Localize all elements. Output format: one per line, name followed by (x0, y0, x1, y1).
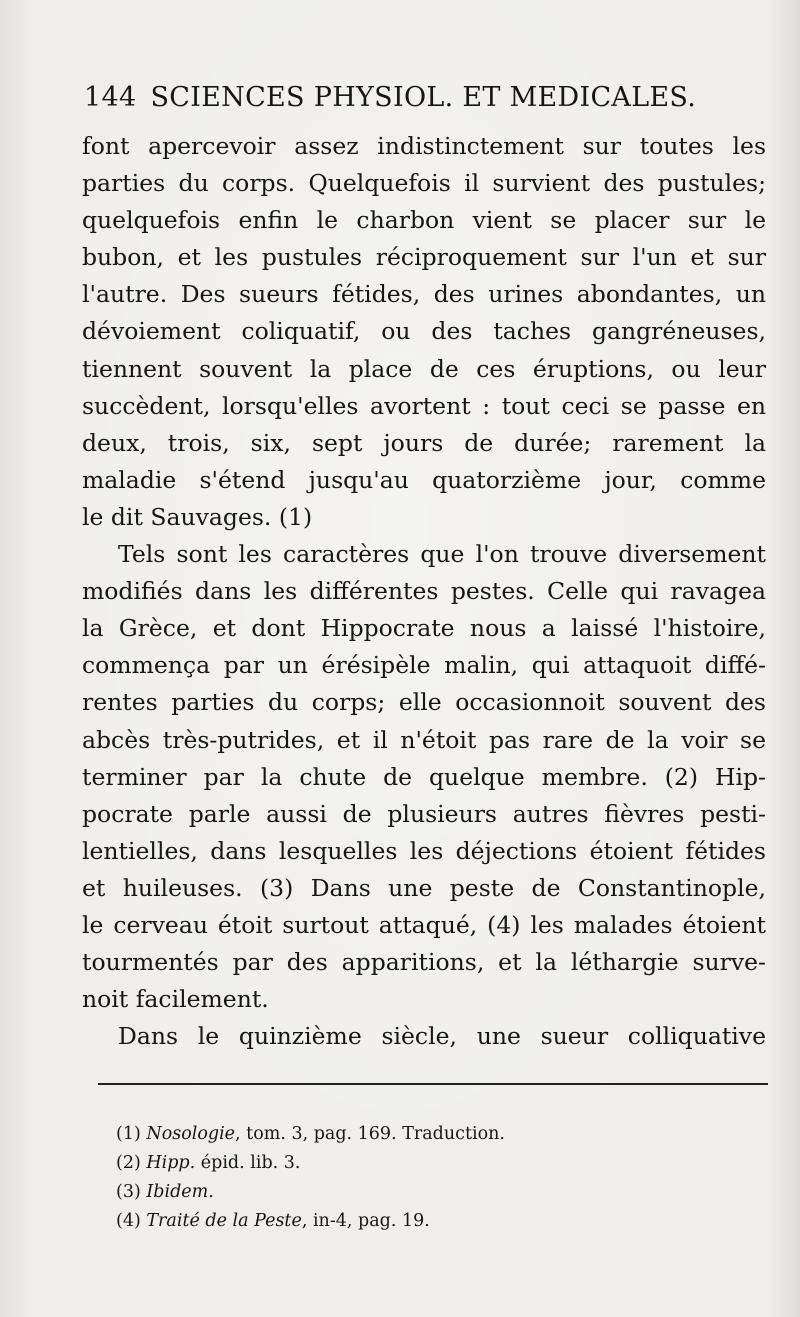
text-line: le cerveau étoit surtout attaqué, (4) les malades étoient (82, 910, 766, 939)
footnote (116, 1149, 716, 1178)
running-title: SCIENCES PHYSIOL. ET MEDICALES. (150, 82, 697, 113)
body-text (82, 128, 766, 1055)
text-line: noit facilement. (82, 985, 269, 1014)
text-line: tourmentés par des apparitions, et la léthargie surve- (82, 948, 766, 977)
text-line: abcès très-putrides, et il n'étoit pas rare de la voir se (82, 725, 766, 754)
text-line: succèdent, lorsqu'elles avortent : tout ceci se passe en (82, 391, 766, 420)
footnote-marker: (3) (116, 1182, 141, 1202)
footnote-marker: (2) (116, 1153, 141, 1173)
footnote-reference: Nosologie (146, 1124, 236, 1144)
text-line: l'autre. Des sueurs fétides, des urines abondantes, un (82, 280, 766, 309)
text-line: dévoiement coliquatif, ou des taches gangréneuses, (82, 317, 766, 346)
text-line: terminer par la chute de quelque membre. (2) Hip- (82, 762, 766, 791)
text-line: bubon, et les pustules réciproquement sur l'un et sur (82, 243, 766, 272)
running-header (84, 82, 724, 113)
footnote-text: , in-4, pag. 19. (301, 1211, 430, 1231)
text-line: parties du corps. Quelquefois il survient des pustules; (82, 169, 766, 198)
text-line: la Grèce, et dont Hippocrate nous a laissé l'histoire, (82, 614, 766, 643)
text-line: font apercevoir assez indistinctement sur toutes les (82, 132, 766, 160)
footnotes (116, 1120, 716, 1236)
text-line: le dit Sauvages. (1) (82, 502, 313, 531)
text-line: tiennent souvent la place de ces éruptions, ou leur (82, 354, 766, 383)
footnote-reference: Hipp. (146, 1153, 196, 1173)
text-line: commença par un érésipèle malin, qui attaquoit diffé- (82, 651, 766, 680)
page-number: 144 (84, 82, 137, 113)
footnote-reference: Traité de la Peste (146, 1211, 302, 1231)
text-line: et huileuses. (3) Dans une peste de Constantinople, (82, 873, 766, 902)
footnote (116, 1120, 716, 1149)
footnote-divider (98, 1083, 768, 1085)
text-line: rentes parties du corps; elle occasionnoit souvent des (82, 688, 766, 717)
footnote-marker: (4) (116, 1211, 141, 1231)
text-line: quelquefois enfin le charbon vient se placer sur le (82, 206, 766, 235)
footnote (116, 1178, 716, 1207)
text-line: lentielles, dans lesquelles les déjections étoient fétides (82, 836, 766, 865)
paragraph-start-line: Tels sont les caractères que l'on trouve diversement (118, 540, 766, 569)
text-line: maladie s'étend jusqu'au quatorzième jour, comme (82, 465, 766, 494)
footnote-reference: Ibidem. (146, 1182, 214, 1202)
text-line: deux, trois, six, sept jours de durée; rarement la (82, 428, 766, 457)
text-line: pocrate parle aussi de plusieurs autres fièvres pesti- (82, 799, 766, 828)
text-line: modifiés dans les différentes pestes. Celle qui ravagea (82, 577, 766, 606)
footnote-text: épid. lib. 3. (195, 1153, 301, 1173)
paragraph-start-line: Dans le quinzième siècle, une sueur colliquative (118, 1022, 766, 1051)
footnote-text: , tom. 3, pag. 169. Traduction. (235, 1124, 505, 1144)
footnote (116, 1207, 716, 1236)
footnote-marker: (1) (116, 1124, 141, 1144)
